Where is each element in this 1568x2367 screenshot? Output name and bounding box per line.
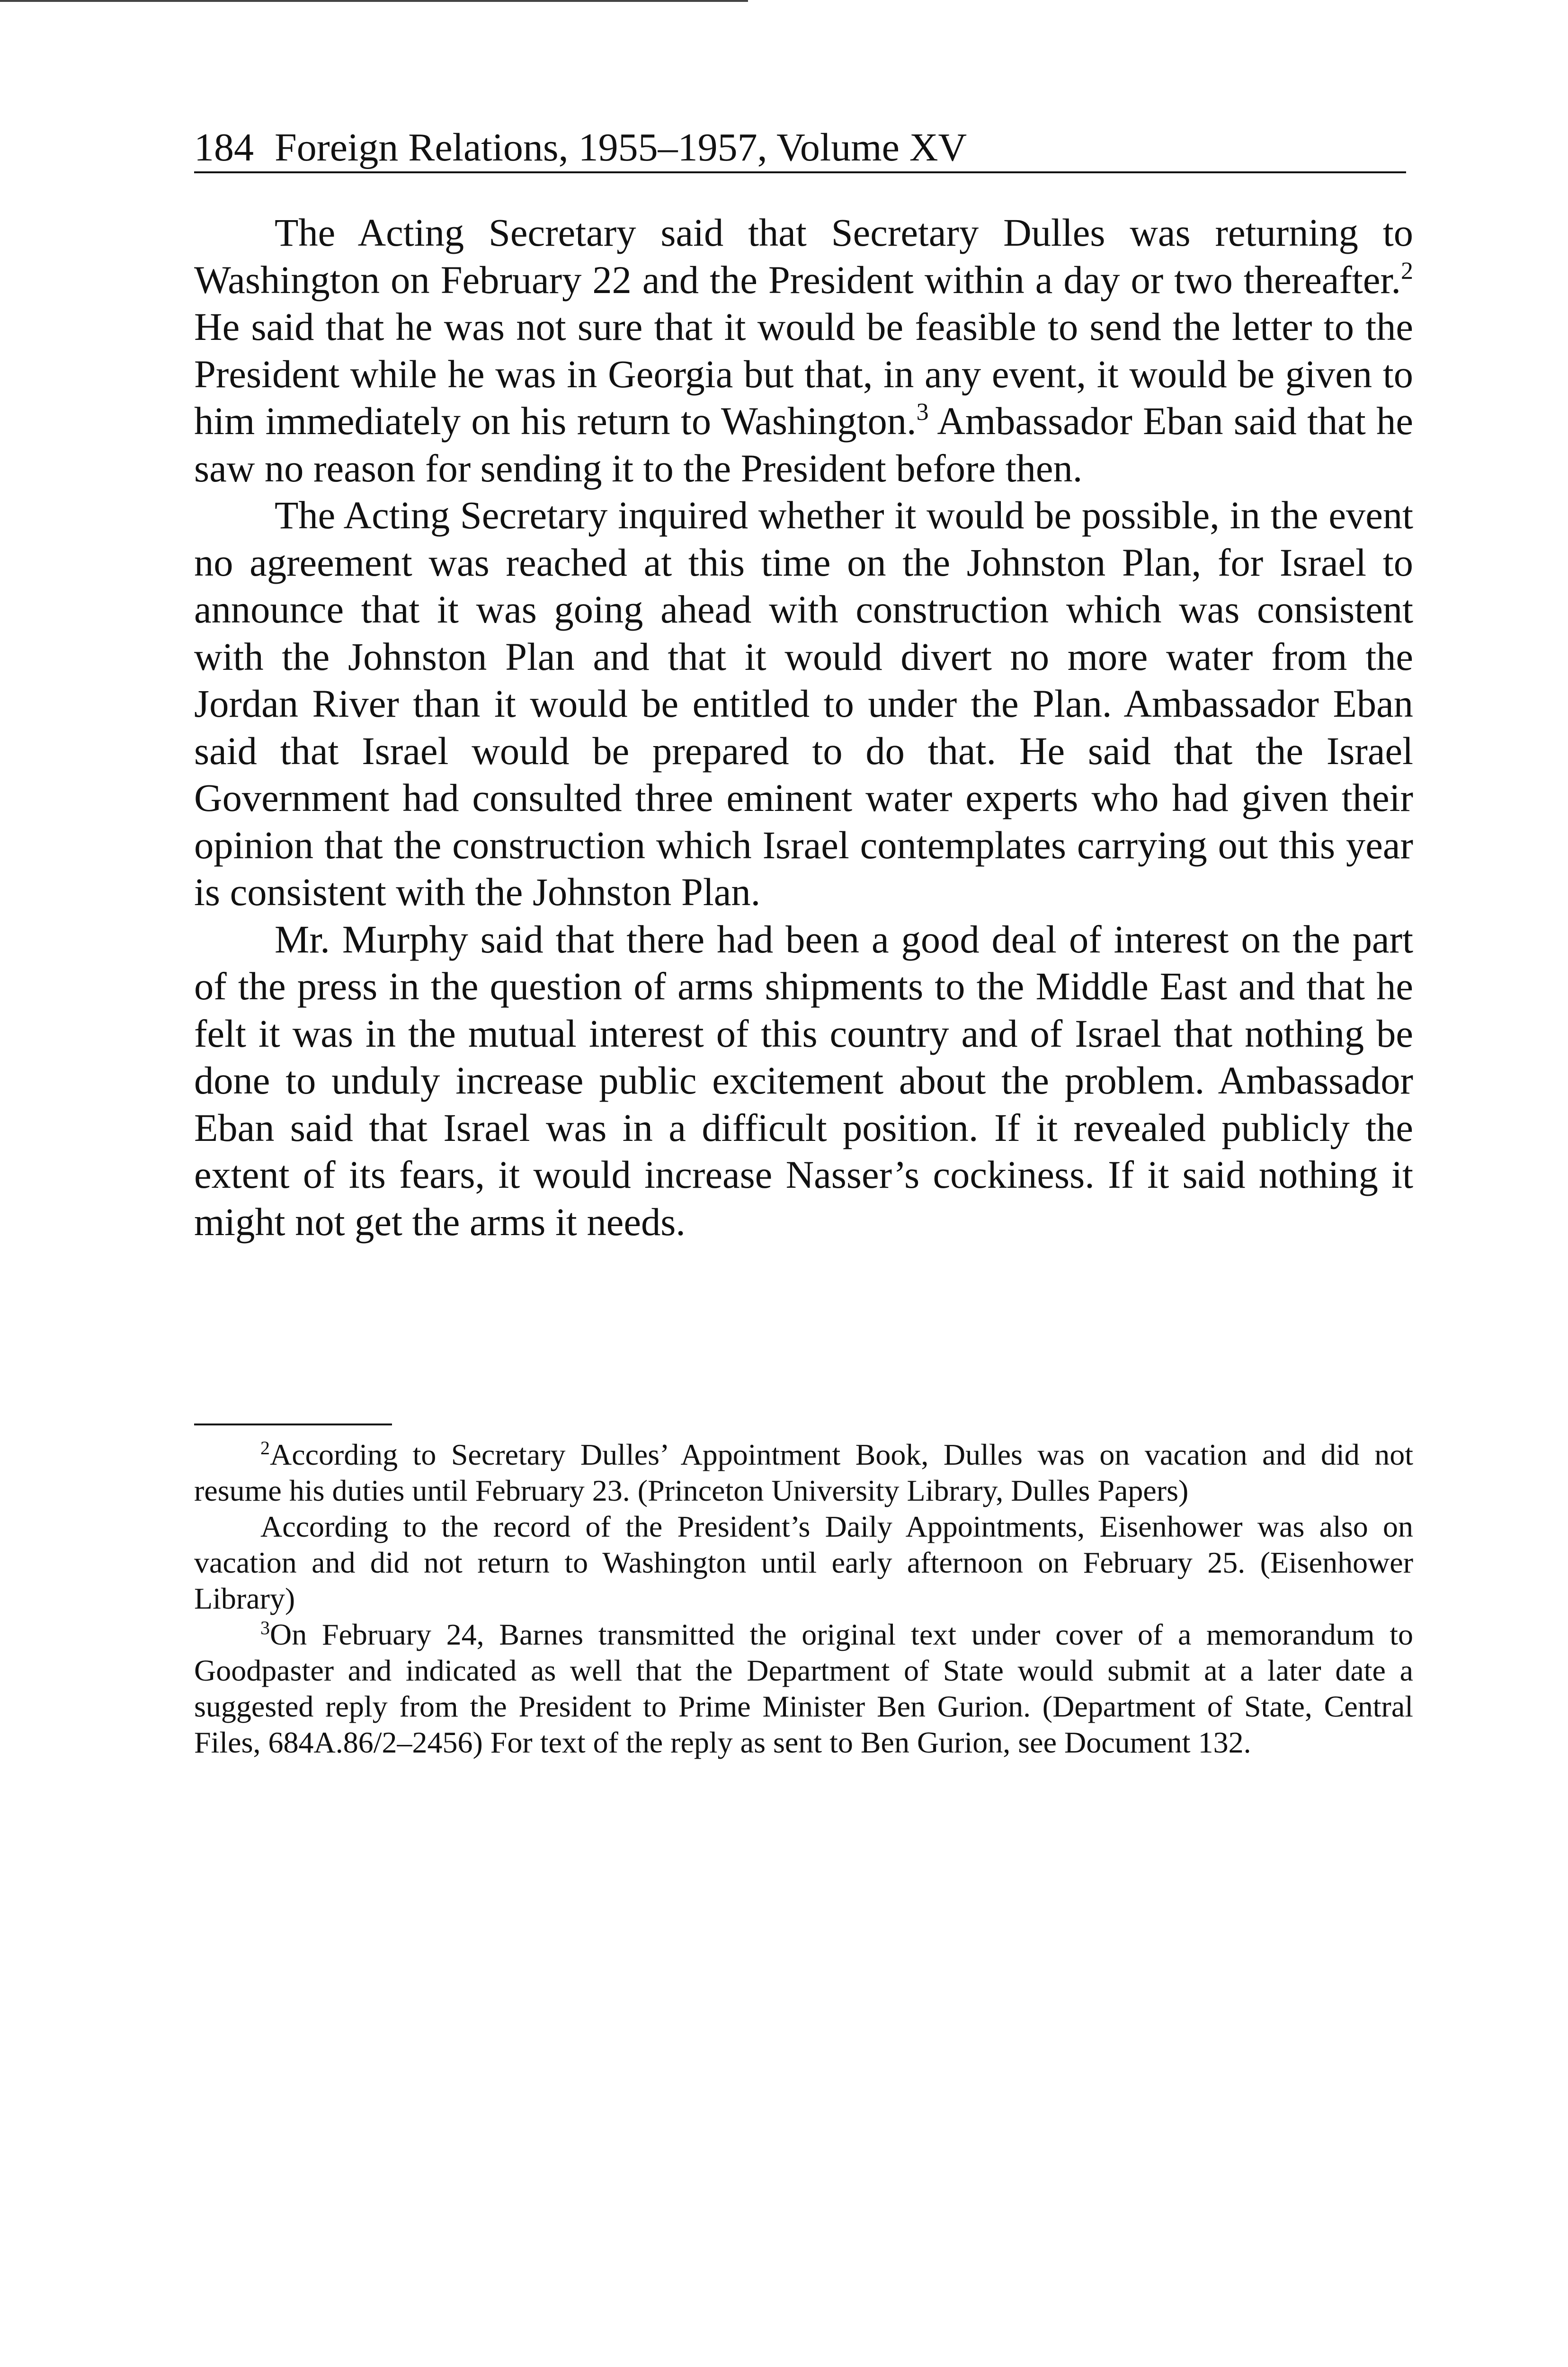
footnote-ref-2: 2 bbox=[1401, 257, 1413, 285]
footnote-2-continued-text: According to the record of the President’s Daily Appointments, Eisenhower was also on vacation and did not return to Washington until early afternoon on February 25. (Eisenhower Library) bbox=[194, 1510, 1413, 1615]
paragraph-1-part-3: Ambassador Eban said that he saw no reason for sending it to the President before then. bbox=[194, 399, 1413, 490]
footnote-3 bbox=[194, 1617, 1413, 1761]
paragraph-3: Mr. Murphy said that there had been a good deal of interest on the part of the press in the question of arms shipments to the Middle East and that he felt it was in the mutual interest of this country and of Israel that nothing be done to unduly increase public excitement about the problem. Ambassador Eban said that Israel was in a difficult position. If it revealed publicly the extent of its fears, it would increase Nasser’s cockiness. If it said nothing it might not get the arms it needs. bbox=[194, 917, 1413, 1244]
footnote-3-marker: 3 bbox=[260, 1617, 270, 1638]
running-head bbox=[194, 124, 1406, 173]
footnote-2-marker: 2 bbox=[260, 1437, 270, 1459]
paragraph-2: The Acting Secretary inquired whether it would be possible, in the event no agreement was reached at this time on the Johnston Plan, for Israel to announce that it was going ahead with construction which was consistent with the Johnston Plan and that it would divert no more water from the Jordan River than it would be entitled to under the Plan. Ambassador Eban said that Israel would be prepared to do that. He said that the Israel Government had consulted three eminent water experts who had given their opinion that the construction which Israel contemplates carrying out this year is consistent with the Johnston Plan. bbox=[194, 493, 1413, 914]
footnote-3-text: On February 24, Barnes transmitted the original text under cover of a memorandum to Goodpaster and indicated as well that the Department of State would submit at a later date a suggested reply from the President to Prime Minister Ben Gurion. (Department of State, Central Files, 684A.86/2–2456) For text of the reply as sent to Ben Gurion, see Document 132. bbox=[194, 1618, 1413, 1759]
footnote-2 bbox=[194, 1437, 1413, 1509]
footnote-ref-3: 3 bbox=[916, 399, 929, 426]
footnote-divider bbox=[194, 1424, 392, 1425]
footnote-2-continued bbox=[194, 1509, 1413, 1617]
page-number: 184 bbox=[194, 125, 254, 169]
book-title: Foreign Relations, 1955–1957, Volume XV bbox=[275, 125, 967, 169]
paragraph-1-part-2: He said that he was not sure that it would be feasible to send the letter to the President while he was in Georgia but that, in any event, it would be given to him immediately on his return to Washington. bbox=[194, 305, 1413, 443]
footnote-2-text: According to Secretary Dulles’ Appointment Book, Dulles was on vacation and did not resume his duties until February 23. (Princeton University Library, Dulles Papers) bbox=[194, 1438, 1413, 1507]
paragraph-1-part-1: The Acting Secretary said that Secretary Dulles was returning to Washington on February 22 and the President within a day or two thereafter. bbox=[194, 211, 1413, 302]
paragraph-1 bbox=[194, 209, 1413, 492]
scan-edge-line bbox=[0, 0, 748, 2]
main-text bbox=[194, 209, 1413, 1246]
footnotes bbox=[194, 1437, 1413, 1761]
